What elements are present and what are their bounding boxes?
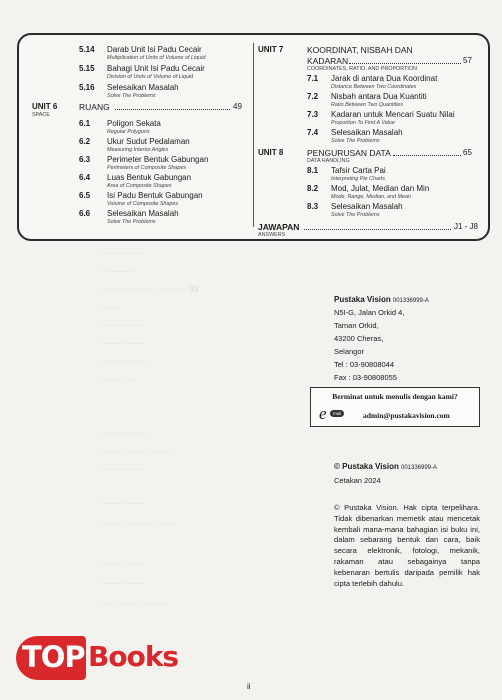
- entry-subtitle: Solve The Problems: [331, 212, 380, 218]
- page-ref: 57: [463, 56, 472, 65]
- unit-label: UNIT 8: [258, 148, 284, 157]
- logo-top-text: TOP: [22, 640, 85, 674]
- entry-subtitle: Solve The Problems: [107, 219, 156, 225]
- unit-subtitle: COORDINATES, RATIO, AND PROPORTION: [307, 66, 417, 72]
- entry-number: 6.1: [79, 119, 91, 128]
- entry-subtitle: Volume of Composite Shapes: [107, 201, 179, 207]
- publisher-name: Pustaka Vision: [334, 295, 391, 304]
- page-number: ii: [247, 682, 251, 691]
- address-line: Selangor: [334, 347, 365, 356]
- write-with-us-box: [310, 387, 480, 427]
- entry-title: Luas Bentuk Gabungan: [107, 173, 192, 182]
- entry-number: 6.5: [79, 191, 91, 200]
- leader-dots: [304, 229, 451, 230]
- entry-title: Selesaikan Masalah: [331, 128, 403, 137]
- telephone: Tel : 03-90808044: [334, 360, 395, 369]
- entry-number: 6.6: [79, 209, 91, 218]
- unit-subtitle: SPACE: [32, 112, 50, 118]
- entry-subtitle: Solve The Problems: [107, 93, 156, 99]
- entry-subtitle: Regular Polygons: [107, 129, 150, 135]
- answers-subtitle: ANSWERS: [258, 232, 286, 238]
- unit-title: RUANG: [79, 102, 110, 112]
- page-ref: 49: [233, 102, 242, 111]
- edition: Cetakan 2024: [334, 476, 381, 485]
- entry-title: Tafsir Carta Pai: [331, 166, 386, 175]
- entry-number: 7.2: [307, 92, 319, 101]
- entry-number: 5.15: [79, 64, 95, 73]
- entry-title: Bahagi Unit Isi Padu Cecair: [107, 64, 205, 73]
- entry-subtitle: Multiplication of Units of Volume of Liquid: [107, 55, 206, 61]
- entry-number: 6.4: [79, 173, 91, 182]
- entry-subtitle: Division of Units of Volume of Liquid: [107, 74, 194, 80]
- entry-number: 7.1: [307, 74, 319, 83]
- entry-number: 8.3: [307, 202, 319, 211]
- entry-title: Poligon Sekata: [107, 119, 161, 128]
- entry-number: 5.16: [79, 83, 95, 92]
- unit-title: PENGURUSAN DATA: [307, 148, 391, 158]
- entry-number: 8.1: [307, 166, 319, 175]
- copyright-reg: 001336999-A: [400, 465, 438, 471]
- copyright-notice: © Pustaka Vision. Hak cipta terpelihara. Tidak dibenarkan memetik atau mencetak kembali mana-mana bahagian isi buku ini, dalam sebarang bentuk dan cara, baik secara elektronik, fotologi, mekanik, rakaman atau sebagainya tanpa kebenaran bertulis daripada pemilik hak cipta terlebih dahulu.: [334, 503, 480, 588]
- unit-label: UNIT 7: [258, 45, 284, 54]
- entry-title: Ukur Sudut Pedalaman: [107, 137, 190, 146]
- topbooks-logo: [16, 630, 186, 684]
- address-line: Taman Orkid,: [334, 321, 379, 330]
- page-ref: 65: [463, 148, 472, 157]
- entry-title: Perimeter Bentuk Gabungan: [107, 155, 209, 164]
- unit-subtitle: DATA HANDLING: [307, 158, 350, 164]
- fax: Fax : 03-90808055: [334, 373, 397, 382]
- page-ref: J1 - J8: [454, 222, 479, 231]
- entry-title: Jarak di antara Dua Koordinat: [331, 74, 438, 83]
- column-divider: [253, 43, 254, 227]
- entry-subtitle: Ratio Between Two Quantities: [331, 102, 404, 108]
- answers-title: JAWAPAN: [258, 222, 300, 232]
- entry-subtitle: Perimeters of Composite Shapes: [107, 165, 187, 171]
- leader-dots: [393, 155, 461, 156]
- unit-label: UNIT 6: [32, 102, 58, 111]
- entry-number: 6.2: [79, 137, 91, 146]
- address-line: N5I-G, Jalan Orkid 4,: [334, 308, 405, 317]
- entry-subtitle: Solve The Problems: [331, 138, 380, 144]
- entry-number: 5.14: [79, 45, 95, 54]
- unit-title-line2: KADARAN: [307, 56, 349, 66]
- entry-title: Darab Unit Isi Padu Cecair: [107, 45, 202, 54]
- entry-subtitle: Area of Composite Shapes: [107, 183, 172, 189]
- entry-number: 6.3: [79, 155, 91, 164]
- entry-subtitle: Proportion To Find A Value: [331, 120, 395, 126]
- entry-title: Nisbah antara Dua Kuantiti: [331, 92, 427, 101]
- entry-title: Mod, Julat, Median dan Min: [331, 184, 430, 193]
- entry-subtitle: Measuring Interior Angles: [107, 147, 169, 153]
- entry-title: Selesaikan Masalah: [331, 202, 403, 211]
- entry-title: Kadaran untuk Mencari Suatu Nilai: [331, 110, 455, 119]
- table-of-contents: [17, 33, 490, 241]
- entry-number: 8.2: [307, 184, 319, 193]
- email-icon-badge: mail: [330, 410, 344, 417]
- entry-title: Selesaikan Masalah: [107, 209, 179, 218]
- logo-books-text: Books: [88, 640, 179, 673]
- entry-title: Isi Padu Bentuk Gabungan: [107, 191, 203, 200]
- address-line: 43200 Cheras,: [334, 334, 384, 343]
- leader-dots: [115, 109, 230, 110]
- copyright-owner: © Pustaka Vision: [334, 462, 399, 471]
- entry-title: Selesaikan Masalah: [107, 83, 179, 92]
- leader-dots: [349, 63, 461, 64]
- unit-title-line1: KOORDINAT, NISBAH DAN: [307, 45, 413, 55]
- write-with-us-question: Berminat untuk menulis dengan kami?: [332, 392, 458, 401]
- email-icon: e: [319, 404, 327, 423]
- entry-number: 7.4: [307, 128, 319, 137]
- entry-subtitle: Mode, Range, Median, and Mean: [331, 194, 412, 200]
- email-address[interactable]: admin@pustakavision.com: [363, 411, 450, 420]
- entry-subtitle: Interpreting Pie Charts: [331, 176, 385, 182]
- entry-subtitle: Distance Between Two Coordinates: [331, 84, 417, 90]
- publisher-reg: 001336999-A: [392, 298, 429, 304]
- entry-number: 7.3: [307, 110, 319, 119]
